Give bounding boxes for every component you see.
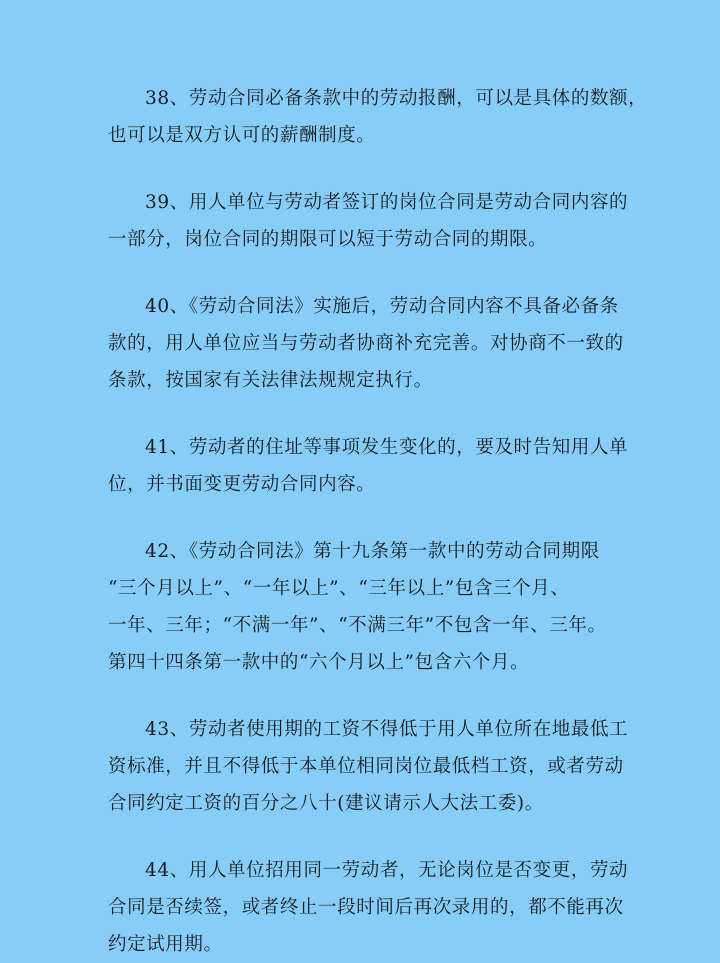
paragraph-line: 第四十四条第一款中的“六个月以上”包含六个月。	[108, 652, 530, 673]
paragraph-line: 约定试用期。	[108, 934, 223, 955]
paragraph-line: 40、《劳动合同法》实施后，劳动合同内容不具备必备条	[145, 296, 619, 317]
paragraph-line: 条款，按国家有关法律法规规定执行。	[108, 370, 433, 391]
paragraph-line: 41、劳动者的住址等事项发生变化的，要及时告知用人单	[145, 437, 629, 458]
paragraph-line: 合同是否续签，或者终止一段时间后再次录用的，都不能再次	[108, 897, 624, 918]
paragraph-line: 38、劳动合同必备条款中的劳动报酬，可以是具体的数额，	[145, 88, 648, 109]
paragraph-line: 款的，用人单位应当与劳动者协商补充完善。对协商不一致的	[108, 333, 624, 354]
paragraph-43	[108, 711, 629, 822]
paragraph-line: 资标准，并且不得低于本单位相同岗位最低档工资，或者劳动	[108, 756, 624, 777]
paragraph-39	[108, 184, 629, 258]
paragraph-line: 42、《劳动合同法》第十九条第一款中的劳动合同期限	[145, 541, 600, 562]
paragraph-line: “三个月以上”、“一年以上”、“三年以上”包含三个月、	[108, 578, 570, 599]
paragraph-40	[108, 288, 624, 399]
paragraph-line: 39、用人单位与劳动者签订的岗位合同是劳动合同内容的	[145, 192, 629, 213]
paragraph-38	[108, 80, 648, 154]
paragraph-44	[108, 852, 629, 963]
paragraph-line: 44、用人单位招用同一劳动者，无论岗位是否变更，劳动	[145, 860, 629, 881]
paragraph-line: 43、劳动者使用期的工资不得低于用人单位所在地最低工	[145, 719, 629, 740]
paragraph-line: 合同约定工资的百分之八十(建议请示人大法工委)。	[108, 793, 544, 814]
paragraph-line: 位，并书面变更劳动合同内容。	[108, 474, 376, 495]
paragraph-42	[108, 533, 624, 681]
paragraph-41	[108, 429, 629, 503]
paragraph-line: 一部分，岗位合同的期限可以短于劳动合同的期限。	[108, 229, 548, 250]
paragraph-line: 也可以是双方认可的薪酬制度。	[108, 125, 376, 146]
paragraph-line: 一年、三年；“不满一年”、“不满三年”不包含一年、三年。	[108, 615, 607, 636]
